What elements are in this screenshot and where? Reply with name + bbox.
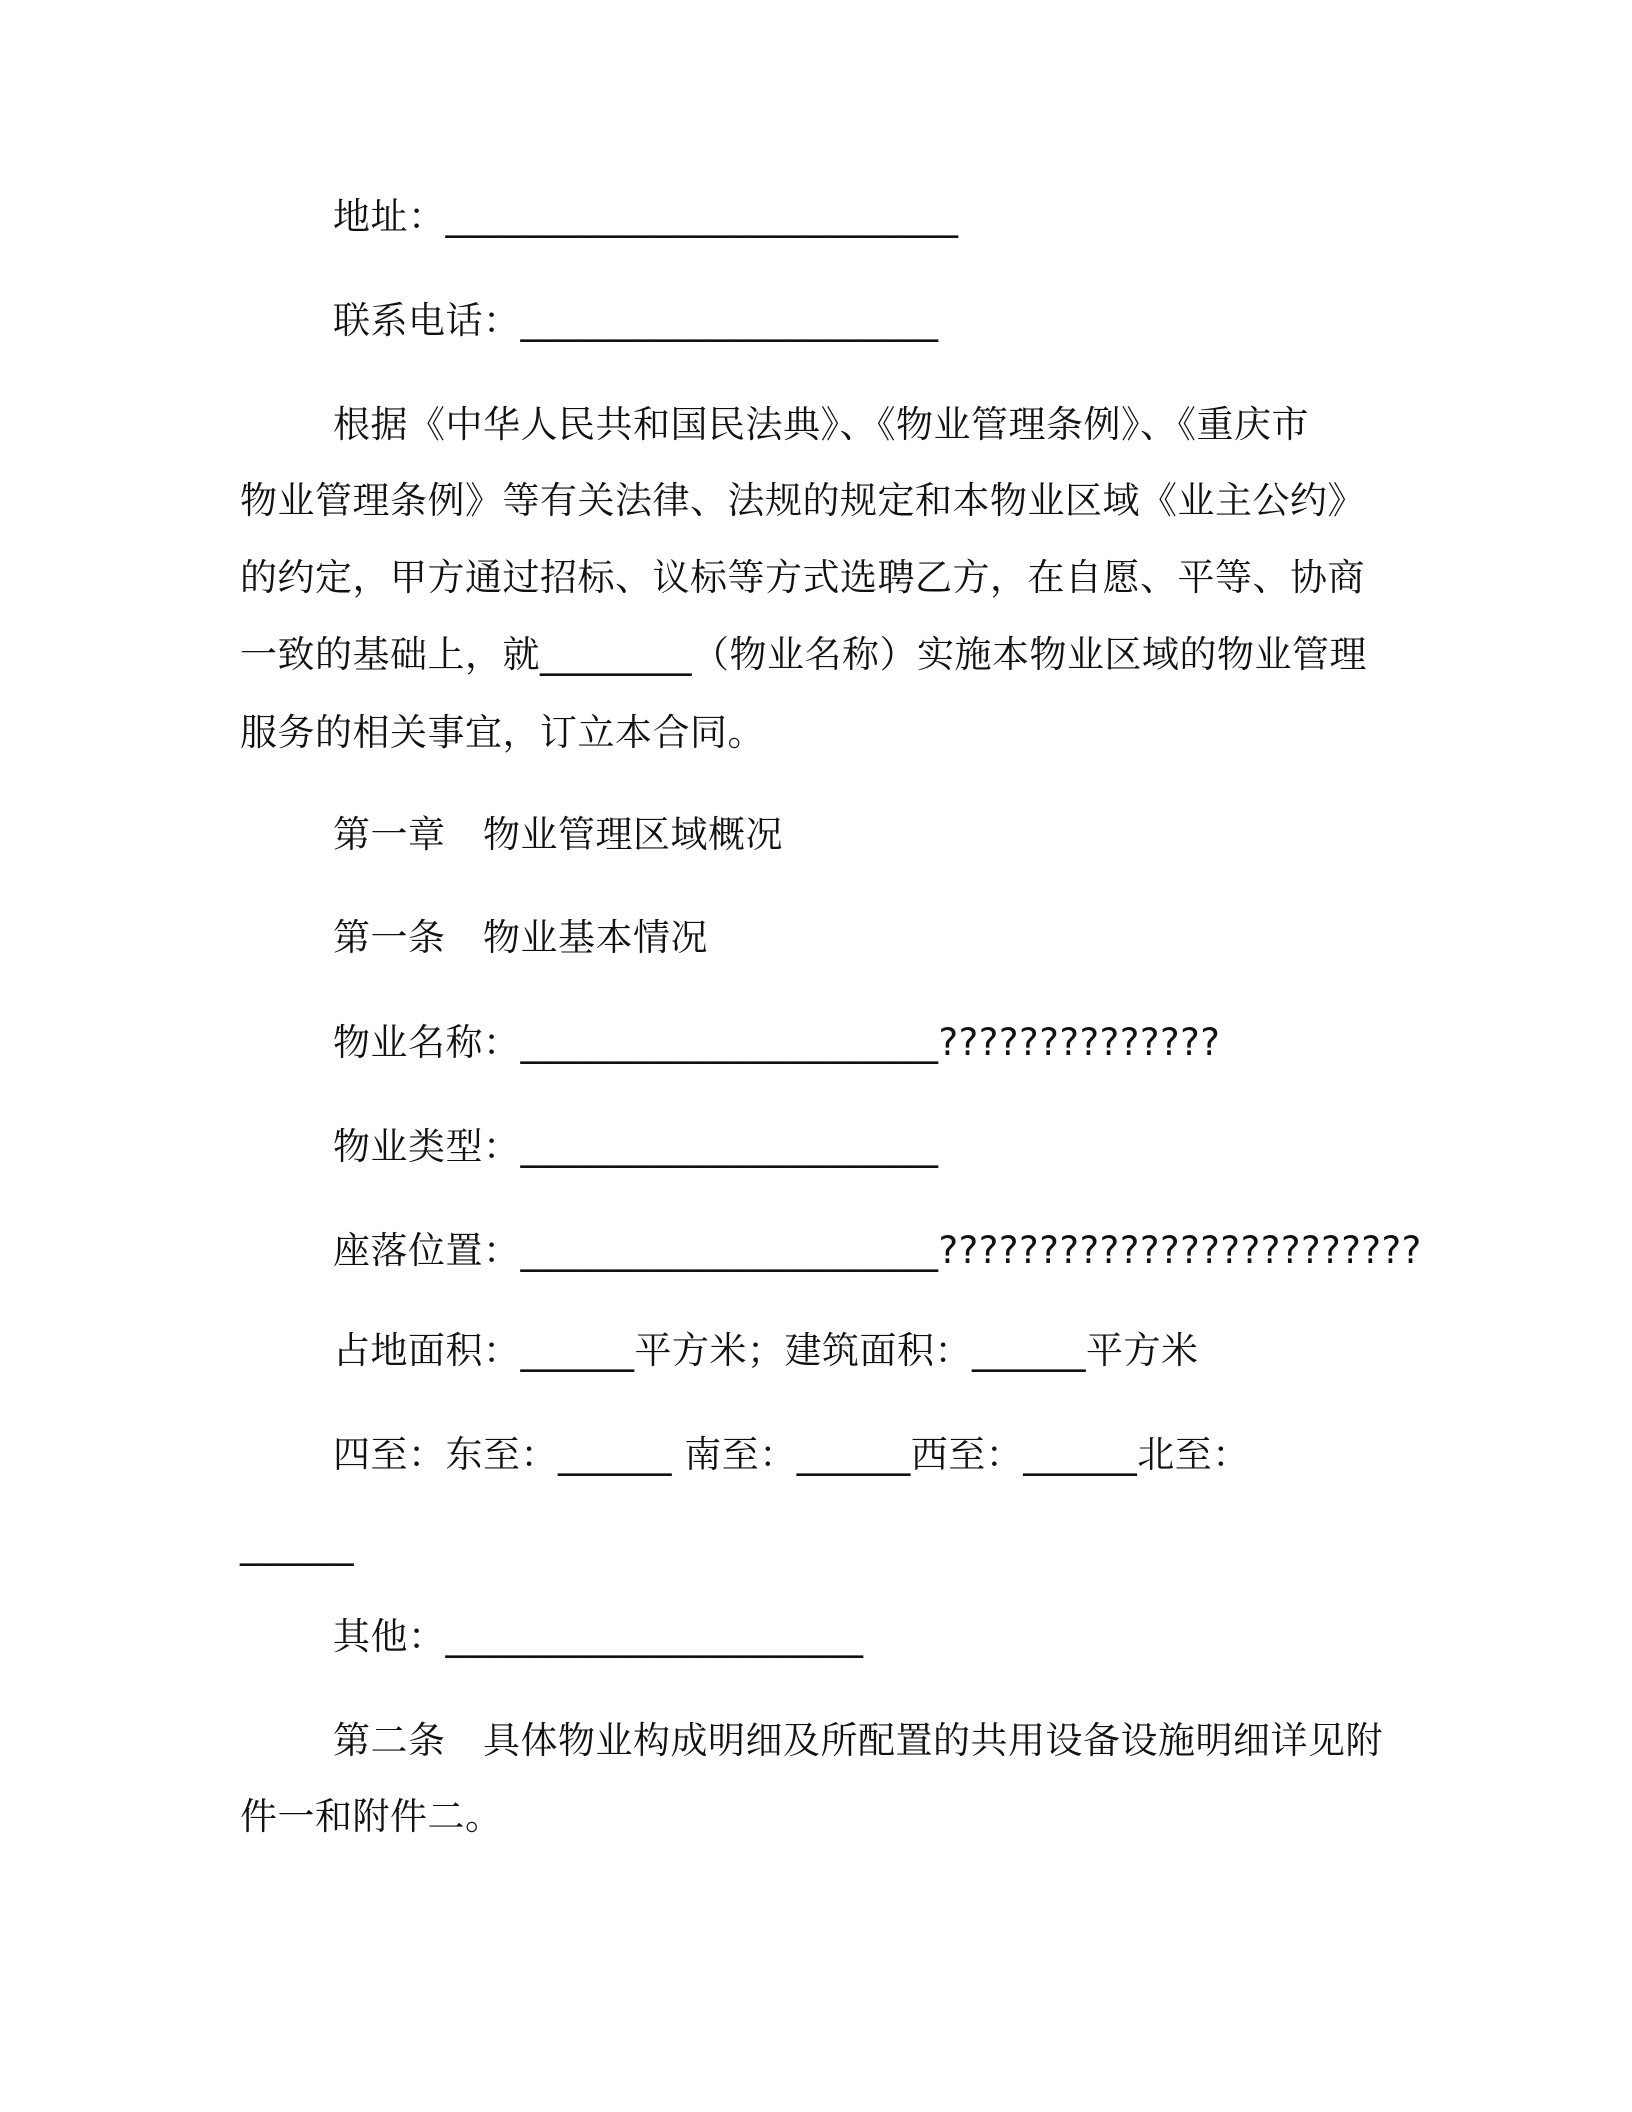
intro-line-5: 服务的相关事宜，订立本合同。 bbox=[240, 711, 765, 754]
address-line: 地址：___________________________ bbox=[333, 195, 959, 238]
intro-line-2: 物业管理条例》等有关法律、法规的规定和本物业区域《业主公约》 bbox=[240, 479, 1365, 522]
article-2-line-2: 件一和附件二。 bbox=[240, 1795, 503, 1838]
article-2-line-1: 第二条 具体物业构成明细及所配置的共用设备设施明细详见附 bbox=[333, 1719, 1383, 1762]
other-line: 其他：______________________ bbox=[333, 1615, 864, 1658]
property-type-line: 物业类型：______________________ bbox=[333, 1125, 939, 1168]
intro-line-1: 根据《中华人民共和国民法典》、《物业管理条例》、《重庆市 bbox=[333, 403, 1309, 446]
article-1-heading: 第一条 物业基本情况 bbox=[333, 916, 708, 959]
phone-line: 联系电话：______________________ bbox=[333, 299, 939, 342]
property-name-line: 物业名称：______________________?????????????? bbox=[333, 1021, 1221, 1064]
intro-line-3: 的约定，甲方通过招标、议标等方式选聘乙方，在自愿、平等、协商 bbox=[240, 556, 1365, 599]
chapter-heading: 第一章 物业管理区域概况 bbox=[333, 813, 783, 856]
area-line: 占地面积：______平方米；建筑面积：______平方米 bbox=[333, 1329, 1199, 1372]
boundaries-line-continued: ______ bbox=[240, 1523, 354, 1566]
intro-line-4: 一致的基础上，就________（物业名称）实施本物业区域的物业管理 bbox=[240, 633, 1367, 676]
location-line: 座落位置：______________________???????????????????????? bbox=[333, 1229, 1422, 1272]
boundaries-line: 四至：东至：______ 南至：______西至：______北至： bbox=[333, 1433, 1250, 1476]
